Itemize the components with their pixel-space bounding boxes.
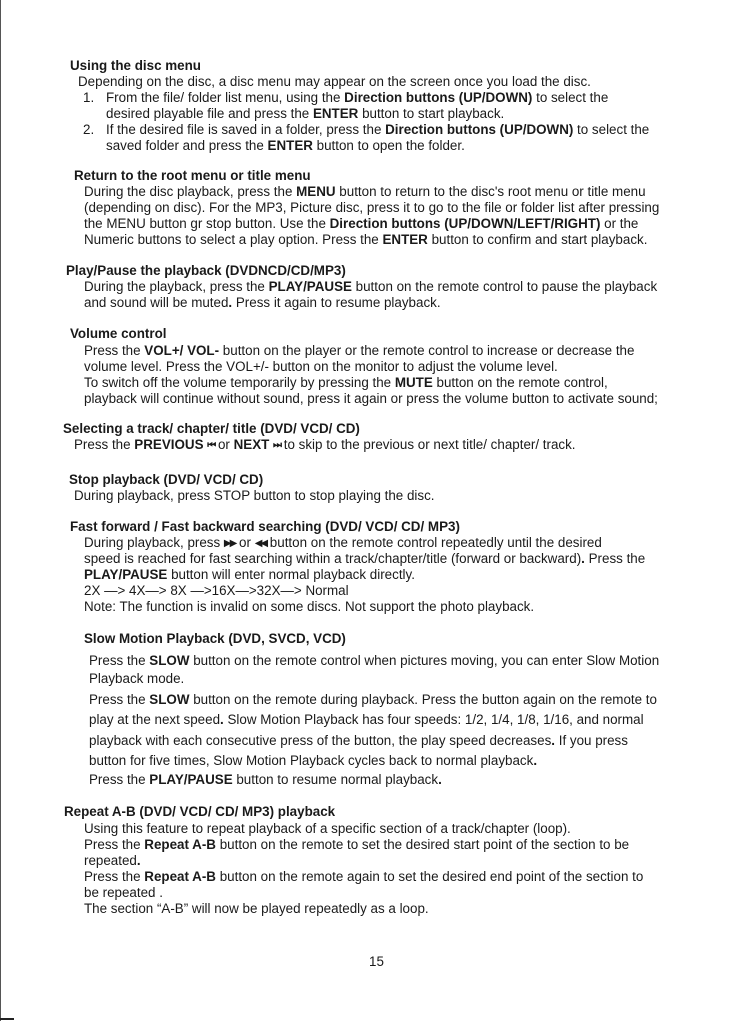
volume-line2: volume level. Press the VOL+/- button on the monitor to adjust the volume level. — [84, 359, 558, 374]
repeat-line1: Using this feature to repeat playback of a specific section of a track/chapter (loop). — [84, 821, 571, 836]
fast-backward-icon: ◀◀ — [254, 538, 267, 549]
disc-menu-heading: Using the disc menu — [70, 58, 201, 73]
volume-line1: Press the VOL+/ VOL- button on the player or the remote control to increase or decrease the — [84, 343, 635, 358]
repeat-line2: Press the Repeat A-B button on the remote to set the desired start point of the section to be — [84, 837, 630, 852]
slow-heading: Slow Motion Playback (DVD, SVCD, VCD) — [84, 631, 346, 646]
slow-line4: play at the next speed. Slow Motion Playback has four speeds: 1/2, 1/4, 1/8, 1/16, and normal — [89, 712, 644, 727]
fast-line1: During playback, press ▶▶ or ◀◀ button on the remote control repeatedly until the desired — [84, 535, 602, 550]
disc-menu-intro: Depending on the disc, a disc menu may appear on the screen once you load the disc. — [78, 74, 591, 89]
page-edge-mark — [0, 1018, 14, 1020]
play-pause-line2: and sound will be muted. Press it again to resume playback. — [84, 295, 441, 310]
slow-line7: Press the PLAY/PAUSE button to resume normal playback. — [89, 772, 442, 787]
disc-menu-item1-line1: From the file/ folder list menu, using the Direction buttons (UP/DOWN) to select the — [106, 90, 609, 105]
repeat-line5: be repeated . — [84, 885, 163, 900]
page-number: 15 — [369, 954, 384, 969]
repeat-line3: repeated. — [84, 853, 141, 868]
fast-heading: Fast forward / Fast backward searching (DVD/ VCD/ CD/ MP3) — [70, 519, 460, 534]
slow-line3: Press the SLOW button on the remote during playback. Press the button again on the remote to — [89, 692, 657, 707]
fast-speed-sequence: 2X —> 4X—> 8X —>16X—>32X—> Normal — [84, 583, 349, 598]
previous-track-icon: ⏮ — [207, 440, 215, 451]
root-menu-line4: Numeric buttons to select a play option. Press the ENTER button to confirm and start playback. — [84, 232, 648, 247]
volume-line4: playback will continue without sound, press it again or press the volume button to activate sound; — [84, 391, 658, 406]
fast-note: Note: The function is invalid on some discs. Not support the photo playback. — [84, 599, 535, 614]
disc-menu-item1-num: 1. — [83, 90, 95, 105]
fast-line2: speed is reached for fast searching within a track/chapter/title (forward or backward). Press the — [84, 551, 646, 566]
repeat-line6: The section “A-B” will now be played repeatedly as a loop. — [84, 901, 429, 916]
slow-line2: Playback mode. — [89, 671, 185, 686]
volume-line3: To switch off the volume temporarily by pressing the MUTE button on the remote control, — [84, 375, 608, 390]
repeat-line4: Press the Repeat A-B button on the remote again to set the desired end point of the section to — [84, 869, 644, 884]
slow-line5: playback with each consecutive press of the button, the play speed decreases. If you press — [89, 733, 628, 748]
root-menu-line2: (depending on disc). For the MP3, Picture disc, press it to go to the file or folder list after pressing — [84, 200, 660, 215]
page-edge-left — [0, 0, 1, 1021]
slow-line1: Press the SLOW button on the remote control when pictures moving, you can enter Slow Motion — [89, 653, 660, 668]
select-track-heading: Selecting a track/ chapter/ title (DVD/ VCD/ CD) — [63, 421, 360, 436]
volume-heading: Volume control — [70, 326, 167, 341]
disc-menu-item2-line2: saved folder and press the ENTER button to open the folder. — [106, 138, 465, 153]
disc-menu-item1-line2: desired playable file and press the ENTER button to start playback. — [106, 106, 505, 121]
disc-menu-item2-num: 2. — [83, 122, 95, 137]
root-menu-heading: Return to the root menu or title menu — [74, 168, 311, 183]
stop-heading: Stop playback (DVD/ VCD/ CD) — [69, 472, 264, 487]
disc-menu-item2-line1: If the desired file is saved in a folder, press the Direction buttons (UP/DOWN) to select the — [106, 122, 650, 137]
play-pause-line1: During the playback, press the PLAY/PAUSE button on the remote control to pause the playback — [84, 279, 658, 294]
play-pause-heading: Play/Pause the playback (DVDNCD/CD/MP3) — [66, 263, 346, 278]
slow-line6: button for five times, Slow Motion Playback cycles back to normal playback. — [89, 753, 538, 768]
fast-line3: PLAY/PAUSE button will enter normal playback directly. — [84, 567, 415, 582]
stop-line1: During playback, press STOP button to stop playing the disc. — [74, 488, 435, 503]
root-menu-line1: During the disc playback, press the MENU button to return to the disc's root menu or title menu — [84, 184, 646, 199]
next-track-icon: ⏭ — [273, 440, 281, 451]
fast-forward-icon: ▶▶ — [223, 538, 236, 549]
select-track-line1: Press the PREVIOUS ⏮ or NEXT ⏭ to skip to the previous or next title/ chapter/ track. — [74, 437, 576, 452]
repeat-heading: Repeat A-B (DVD/ VCD/ CD/ MP3) playback — [64, 804, 336, 819]
root-menu-line3: the MENU button gr stop button. Use the Direction buttons (UP/DOWN/LEFT/RIGHT) or the — [84, 216, 639, 231]
